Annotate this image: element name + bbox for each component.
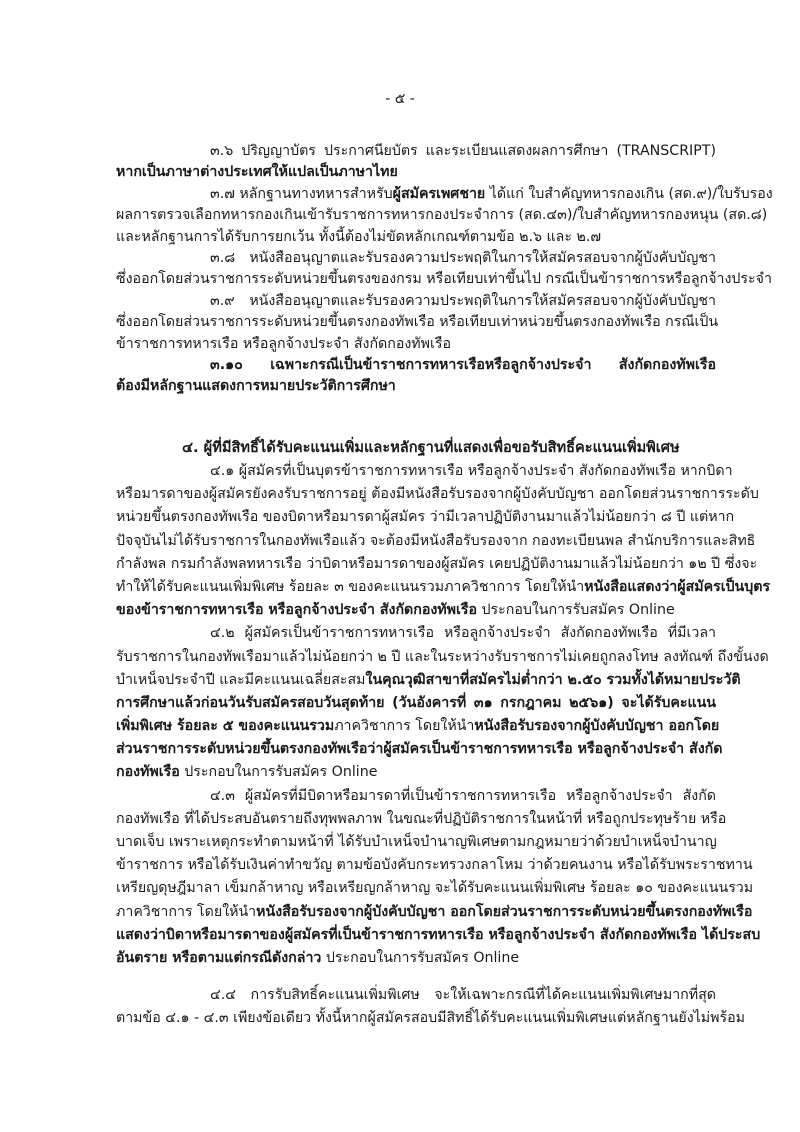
text: รับราชการในกองทัพเรือมาแล้วไม่น้อยกว่า ๒ ปี และในระหว่างรับราชการไม่เคยถูกลงโทษ ลงทัณฑ์ ถึงขั้นงด bbox=[116, 648, 769, 665]
text: ภาควิชาการ โดยให้นำ bbox=[116, 903, 257, 920]
section-4-heading: ๔. ผู้ที่มีสิทธิ์ได้รับคะแนนเพิ่มและหลักฐานที่แสดงเพื่อขอรับสิทธิ์คะแนนเพิ่มพิเศษ bbox=[182, 439, 680, 456]
text-line bbox=[116, 761, 716, 784]
paragraph-4-1 bbox=[116, 460, 771, 622]
text: เหรียญดุษฎีมาลา เข็มกล้าหาญ หรือเหรียญกล้าหาญ จะได้รับคะแนนเพิ่มพิเศษ ร้อยละ ๑๐ ของคะแนนรวม bbox=[116, 880, 754, 897]
text-line bbox=[116, 576, 771, 599]
text: ๓.๘ หนังสืออนุญาตและรับรองความประพฤติในการให้สมัครสอบจากผู้บังคับบัญชา bbox=[210, 249, 716, 266]
text-line bbox=[116, 947, 716, 970]
bold-text: เพิ่มพิเศษ ร้อยละ ๕ ของคะแนนรวม bbox=[116, 718, 335, 735]
bold-text: ของข้าราชการทหารเรือ หรือลูกจ้างประจำ สังกัดกองทัพเรือ bbox=[116, 602, 477, 619]
bold-text: แสดงว่าบิดาหรือมารดาของผู้สมัครที่เป็นข้าราชการทหารเรือ หรือลูกจ้างประจำ สังกัดกองทัพเรือ ได้ประสบ bbox=[116, 926, 761, 943]
text: ซึ่งออกโดยส่วนราชการระดับหน่วยขึ้นตรงกองทัพเรือ หรือเทียบเท่าหน่วยขึ้นตรงกองทัพเรือ กรณีเป็น bbox=[116, 314, 719, 331]
bold-text: ๓.๑๐ เฉพาะกรณีเป็นข้าราชการทหารเรือหรือลูกจ้างประจำ สังกัดกองทัพเรือ bbox=[210, 356, 716, 373]
text: ข้าราชการ หรือได้รับเงินค่าทำขวัญ ตามข้อบังคับกระทรวงกลาโหม ว่าด้วยคนงาน หรือได้รับพระราชทาน bbox=[116, 857, 753, 874]
text: ปัจจุบันไม่ได้รับราชการในกองทัพเรือแล้ว จะต้องมีหนังสือรับรองจาก กองทะเบียนพล สำนักบริการและสิทธิ bbox=[116, 532, 756, 549]
bold-text: หนังสือรับรองจากผู้บังคับบัญชา ออกโดยส่วนราชการระดับหน่วยขึ้นตรงกองทัพเรือ bbox=[256, 903, 753, 920]
text-line bbox=[116, 460, 733, 483]
text-line bbox=[116, 312, 719, 333]
text-line bbox=[116, 984, 716, 1007]
text: ๔.๓ ผู้สมัครที่มีบิดาหรือมารดาที่เป็นข้าราชการทหารเรือ หรือลูกจ้างประจำ สังกัด bbox=[210, 787, 716, 804]
text: ๔.๒ ผู้สมัครเป็นข้าราชการทหารเรือ หรือลูกจ้างประจำ สังกัดกองทัพเรือ ที่มีเวลา bbox=[210, 625, 716, 642]
text: ๓.๗ หลักฐานทางทหารสำหรับ bbox=[210, 185, 393, 202]
text: และหลักฐานการได้รับการยกเว้น ทั้งนี้ต้องไม่ขัดหลักเกณฑ์ตามข้อ ๒.๖ และ ๒.๗ bbox=[116, 228, 602, 245]
text: ซึ่งออกโดยส่วนราชการระดับหน่วยขึ้นตรงของกรม หรือเทียบเท่าขึ้นไป กรณีเป็นข้าราชการหรือลูกจ้างประจำ bbox=[116, 271, 772, 288]
text: ๓.๖ ปริญญาบัตร ประกาศนียบัตร และระเบียนแสดงผลการศึกษา (TRANSCRIPT) bbox=[210, 143, 716, 159]
text-line bbox=[116, 355, 716, 376]
bold-text: ในคุณวุฒิสาขาที่สมัครไม่ต่ำกว่า ๒.๕๐ รวมทั้งได้หมายประวัติ bbox=[365, 671, 741, 688]
text: ภาควิชาการ โดยให้นำ bbox=[334, 718, 475, 735]
text-line bbox=[116, 162, 716, 183]
paragraph-4-4 bbox=[116, 984, 745, 1030]
bold-text: ส่วนราชการระดับหน่วยขึ้นตรงกองทัพเรือว่าผู้สมัครเป็นข้าราชการทหารเรือ หรือลูกจ้างประจำ สังกัด bbox=[116, 741, 723, 758]
text-line bbox=[116, 334, 716, 355]
bold-text: หนังสือรับรองจากผู้บังคับบัญชา ออกโดย bbox=[474, 718, 720, 735]
text-line bbox=[116, 599, 716, 622]
bold-text: อันตราย หรือตามแต่กรณีดังกล่าว bbox=[116, 949, 322, 966]
text-line bbox=[116, 506, 735, 529]
paragraph-4-2 bbox=[116, 622, 769, 784]
text-line bbox=[116, 1007, 745, 1030]
text: ผลการตรวจเลือกทหารกองเกินเข้ารับราชการทหารกองประจำการ (สด.๔๓)/ใบสำคัญทหารกองหนุน (สด.๘) bbox=[116, 207, 768, 224]
text: ทำให้ได้รับคะแนนเพิ่มพิเศษ ร้อยละ ๓ ของคะแนนรวมภาควิชาการ โดยให้นำ bbox=[116, 578, 585, 595]
paragraph-3-8 bbox=[116, 248, 772, 291]
text: ข้าราชการทหารเรือ หรือลูกจ้างประจำ สังกัดกองทัพเรือ bbox=[116, 335, 451, 352]
bold-text: ต้องมีหลักฐานแสดงการหมายประวัติการศึกษา bbox=[116, 378, 396, 395]
section-4-bonus-points bbox=[116, 436, 771, 1031]
text: ตามข้อ ๔.๑ - ๔.๓ เพียงข้อเดียว ทั้งนี้หากผู้สมัครสอบมีสิทธิ์ได้รับคะแนนเพิ่มพิเศษแต่หลักฐานยังไม่พร้อม bbox=[116, 1010, 745, 1027]
text-line bbox=[116, 877, 754, 900]
text: ๓.๙ หนังสืออนุญาตและรับรองความประพฤติในการให้สมัครสอบจากผู้บังคับบัญชา bbox=[210, 292, 716, 309]
text-line bbox=[116, 808, 727, 831]
text-line bbox=[116, 831, 716, 854]
text-line bbox=[116, 530, 756, 553]
text-line bbox=[116, 646, 769, 669]
page-number: - ๕ - bbox=[385, 91, 415, 107]
text-line bbox=[116, 184, 773, 205]
paragraph-3-9 bbox=[116, 291, 719, 355]
paragraph-3-10 bbox=[116, 355, 716, 398]
text: ประกอบในการรับสมัคร Online bbox=[321, 949, 520, 966]
bold-text: การศึกษาแล้วก่อนวันรับสมัครสอบวันสุดท้าย (วันอังคารที่ ๓๑ กรกฎาคม ๒๕๖๑) จะได้รับคะแนน bbox=[116, 694, 716, 711]
text: บาดเจ็บ เพราะเหตุกระทำตามหน้าที่ ได้รับบำเหน็จบำนาญพิเศษตามกฎหมายว่าด้วยบำเหน็จบำนาญ bbox=[116, 834, 717, 850]
text: บำเหน็จประจำปี และมีคะแนนเฉลี่ยสะสม bbox=[116, 671, 366, 688]
text-line bbox=[116, 376, 716, 397]
paragraph-3-6 bbox=[116, 141, 716, 184]
text: กองทัพเรือ ที่ได้ประสบอันตรายถึงทุพพลภาพ ในขณะที่ปฏิบัติราชการในหน้าที่ หรือถูกประทุษร้าย หรือ bbox=[116, 810, 727, 827]
text: ๔.๔ การรับสิทธิ์คะแนนเพิ่มพิเศษ จะให้เฉพาะกรณีที่ได้คะแนนเพิ่มพิเศษมากที่สุด bbox=[210, 987, 716, 1004]
bold-text: กองทัพเรือ bbox=[116, 764, 180, 781]
text: ประกอบในการรับสมัคร Online bbox=[477, 602, 675, 619]
text: หน่วยขึ้นตรงกองทัพเรือ ของบิดาหรือมารดาผู้สมัคร ว่ามีเวลาปฏิบัติงานมาแล้วไม่น้อยกว่า ๘ ปี แต่หาก bbox=[116, 509, 735, 526]
text-line bbox=[116, 738, 723, 761]
text-line bbox=[116, 205, 768, 226]
text-line bbox=[116, 622, 716, 645]
bold-text: หากเป็นภาษาต่างประเทศให้แปลเป็นภาษาไทย bbox=[116, 164, 398, 181]
paragraph-3-7 bbox=[116, 184, 773, 248]
text-line bbox=[116, 141, 716, 162]
text-line bbox=[116, 483, 759, 506]
text: ประกอบในการรับสมัคร Online bbox=[179, 764, 378, 781]
text-line bbox=[116, 248, 716, 269]
bold-text: ผู้สมัครเพศชาย bbox=[392, 185, 486, 202]
text-line bbox=[116, 854, 753, 877]
text-line bbox=[116, 924, 761, 947]
text-line bbox=[116, 785, 716, 808]
text-line bbox=[116, 692, 716, 715]
paragraph-4-3 bbox=[116, 785, 761, 971]
text-line bbox=[116, 669, 741, 692]
text: กำลังพล กรมกำลังพลทหารเรือ ว่าบิดาหรือมารดาของผู้สมัคร เคยปฏิบัติงานมาแล้วไม่น้อยกว่า ๑๒ ปี ซึ่งจะ bbox=[116, 555, 758, 572]
text-line bbox=[116, 901, 753, 924]
text: ได้แก่ ใบสำคัญทหารกองเกิน (สด.๙)/ใบรับรอง bbox=[485, 185, 773, 202]
text-line bbox=[116, 553, 758, 576]
text-line bbox=[116, 715, 720, 738]
text-line bbox=[116, 291, 716, 312]
section-3-documents bbox=[116, 141, 773, 398]
text-line bbox=[116, 227, 716, 248]
text-line bbox=[116, 269, 772, 290]
bold-text: หนังสือแสดงว่าผู้สมัครเป็นบุตร bbox=[584, 578, 771, 595]
text: หรือมารดาของผู้สมัครยังคงรับราชการอยู่ ต้องมีหนังสือรับรองจากผู้บังคับบัญชา ออกโดยส่วนราชการระดับ bbox=[116, 486, 759, 503]
text: ๔.๑ ผู้สมัครที่เป็นบุตรข้าราชการทหารเรือ หรือลูกจ้างประจำ สังกัดกองทัพเรือ หากบิดา bbox=[210, 463, 733, 479]
